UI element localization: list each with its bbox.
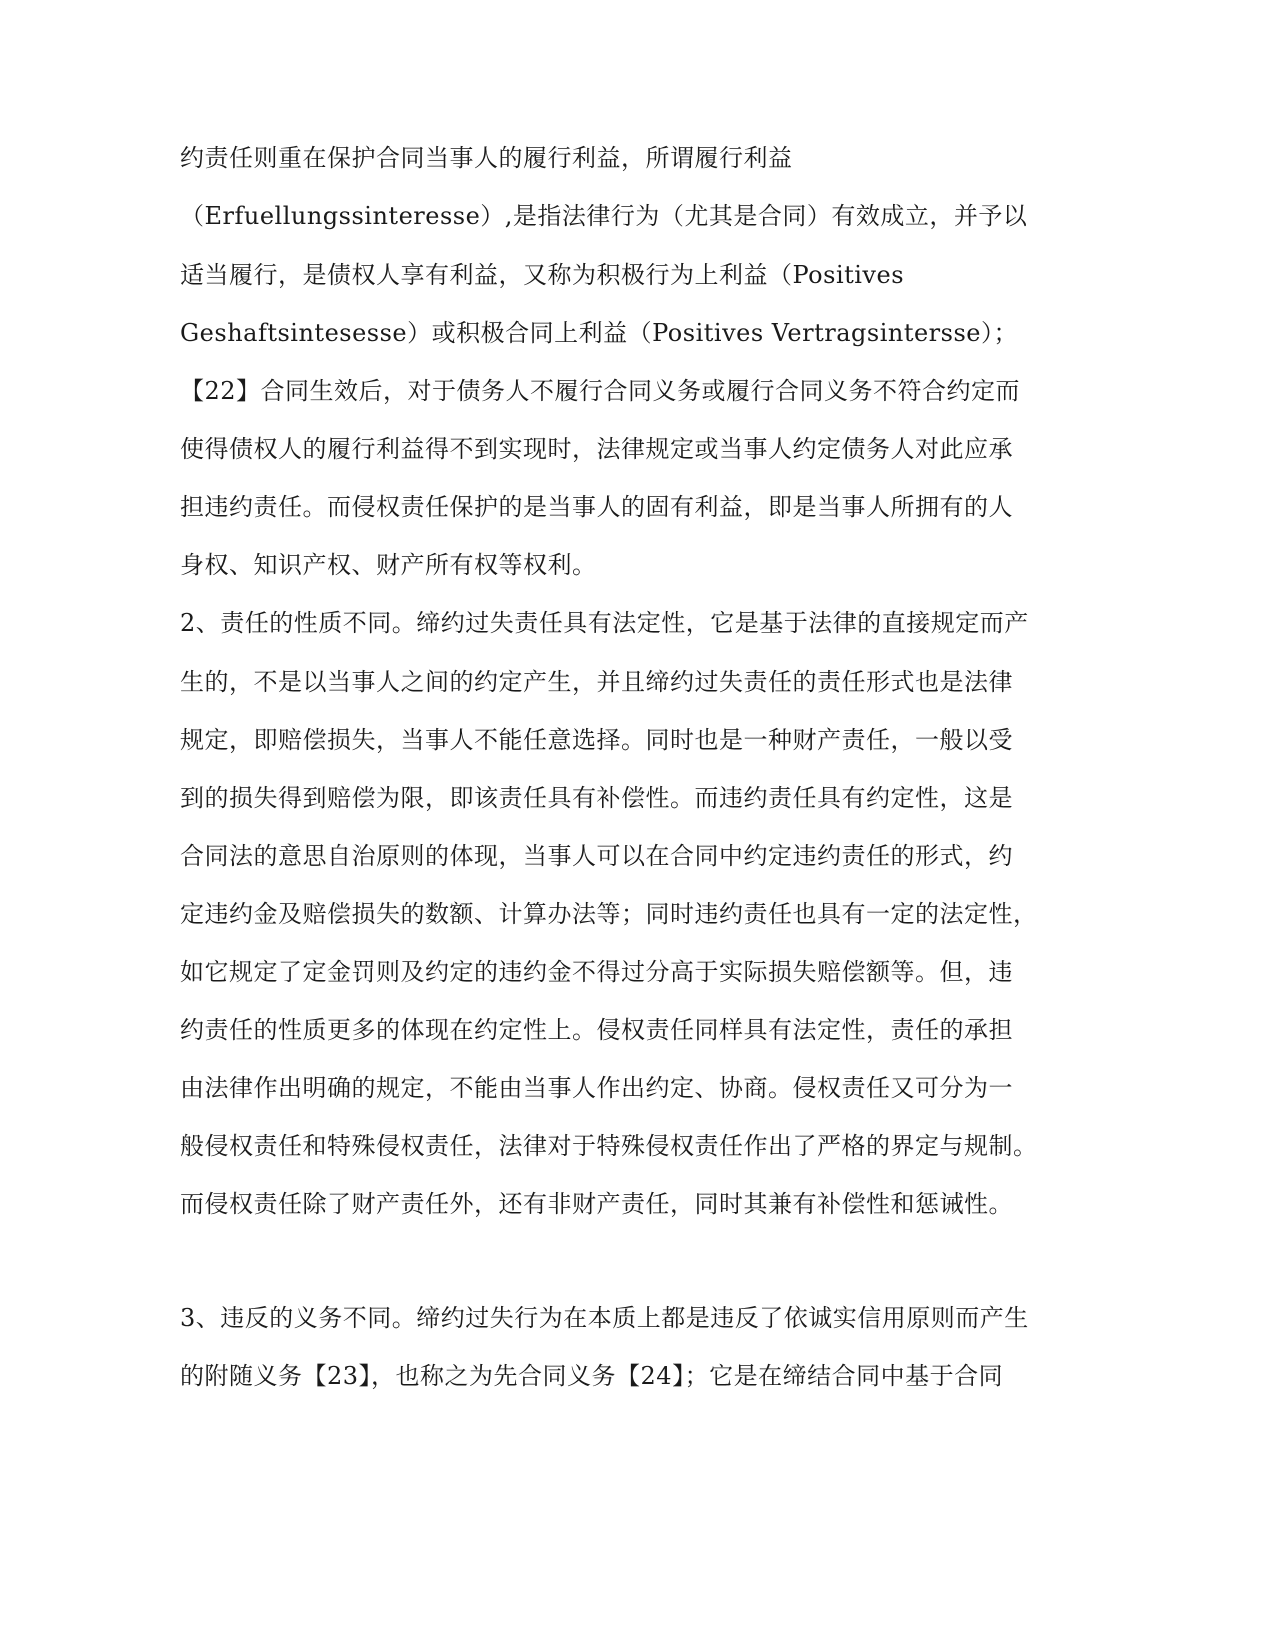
text-line: 定违约金及赔偿损失的数额、计算办法等；同时违约责任也具有一定的法定性， [180, 900, 1038, 928]
text-line: 使得债权人的履行利益得不到实现时，法律规定或当事人约定债务人对此应承 [180, 435, 1013, 463]
text-line: （Erfuellungssinteresse）,是指法律行为（尤其是合同）有效成立，并予以 [180, 202, 1028, 230]
text-line: 担违约责任。而侵权责任保护的是当事人的固有利益，即是当事人所拥有的人 [180, 493, 1013, 521]
text-line: 而侵权责任除了财产责任外，还有非财产责任，同时其兼有补偿性和惩诫性。 [180, 1190, 1013, 1218]
text-line: 【22】合同生效后，对于债务人不履行合同义务或履行合同义务不符合约定而 [180, 377, 1021, 405]
text-line: 到的损失得到赔偿为限，即该责任具有补偿性。而违约责任具有约定性，这是 [180, 784, 1013, 812]
text-line: 般侵权责任和特殊侵权责任，法律对于特殊侵权责任作出了严格的界定与规制。 [180, 1132, 1038, 1160]
text-line: 3、违反的义务不同。缔约过失行为在本质上都是违反了依诚实信用原则而产生 [180, 1304, 1029, 1332]
text-line: 约责任的性质更多的体现在约定性上。侵权责任同样具有法定性，责任的承担 [180, 1016, 1013, 1044]
text-line: 适当履行，是债权人享有利益，又称为积极行为上利益（Positives [180, 261, 905, 289]
text-line: 由法律作出明确的规定，不能由当事人作出约定、协商。侵权责任又可分为一 [180, 1074, 1013, 1102]
text-line: 的附随义务【23】，也称之为先合同义务【24】；它是在缔结合同中基于合同 [180, 1362, 1004, 1390]
text-line: 身权、知识产权、财产所有权等权利。 [180, 551, 597, 579]
text-line: 合同法的意思自治原则的体现，当事人可以在合同中约定违约责任的形式，约 [180, 842, 1013, 870]
text-line: 规定，即赔偿损失，当事人不能任意选择。同时也是一种财产责任，一般以受 [180, 726, 1013, 754]
text-line: Geshaftsintesesse）或积极合同上利益（Positives Vertragsintersse）； [180, 319, 1018, 347]
text-line: 生的，不是以当事人之间的约定产生，并且缔约过失责任的责任形式也是法律 [180, 668, 1013, 696]
text-line: 2、责任的性质不同。缔约过失责任具有法定性，它是基于法律的直接规定而产 [180, 609, 1029, 637]
text-line: 如它规定了定金罚则及约定的违约金不得过分高于实际损失赔偿额等。但，违 [180, 958, 1013, 986]
text-line: 约责任则重在保护合同当事人的履行利益，所谓履行利益 [180, 144, 793, 172]
